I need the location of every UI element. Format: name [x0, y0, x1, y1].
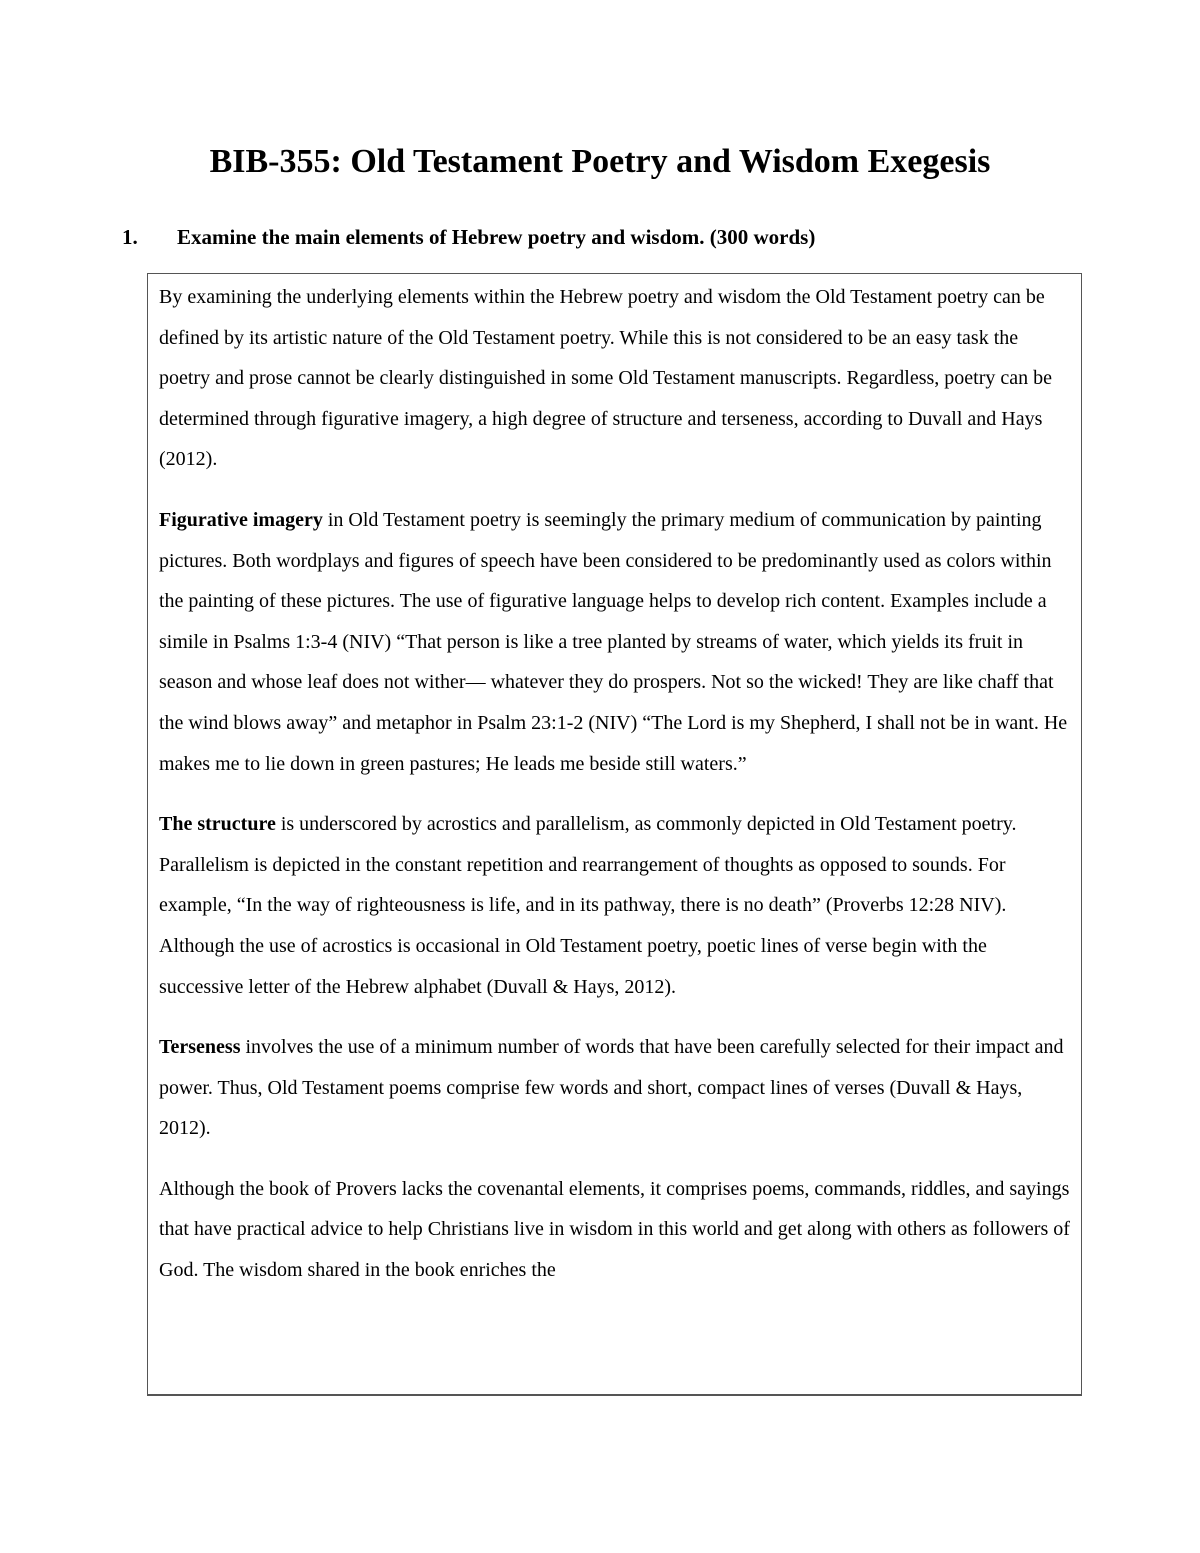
- question-number: 1.: [122, 225, 138, 249]
- paragraph-lead-figurative-imagery: Figurative imagery: [159, 508, 323, 531]
- paragraph-body-figurative-imagery: in Old Testament poetry is seemingly the primary medium of communication by painting pictures. Both wordplays and figures of speech have been considered to be predominantly used as colors within the painting of these pictures. The use of figurative language helps to develop rich content. Examples include a simile in Psalms 1:3-4 (NIV) “That person is like a tree planted by streams of water, which yields its fruit in season and whose leaf does not wither— whatever they do prospers. Not so the wicked! They are like chaff that the wind blows away” and metaphor in Psalm 23:1-2 (NIV) “The Lord is my Shepherd, I shall not be in want. He makes me to lie down in green pastures; He leads me beside still waters.”: [159, 508, 1068, 775]
- answer-paragraph-proverbs: Although the book of Provers lacks the covenantal elements, it comprises poems, commands, riddles, and sayings that have practical advice to help Christians live in wisdom in this world and get along with others as followers of God. The wisdom shared in the book enriches the: [159, 1177, 1070, 1282]
- paragraph-lead-structure: The structure: [159, 813, 276, 836]
- answer-paragraph-terseness: [159, 1027, 1073, 1149]
- answer-paragraph-structure: [159, 804, 1073, 1007]
- question-1: [122, 223, 815, 251]
- paragraph-body-structure: is underscored by acrostics and parallelism, as commonly depicted in Old Testament poetry. Parallelism is depicted in the constant repetition and rearrangement of thoughts as opposed to sounds. For example, “In the way of righteousness is life, and in its pathway, there is no death” (Proverbs 12:28 NIV). Although the use of acrostics is occasional in Old Testament poetry, poetic lines of verse begin with the successive letter of the Hebrew alphabet (Duvall & Hays, 2012).: [159, 813, 1017, 998]
- answer-paragraph-intro: By examining the underlying elements within the Hebrew poetry and wisdom the Old Testament poetry can be defined by its artistic nature of the Old Testament poetry. While this is not considered to be an easy task the poetry and prose cannot be clearly distinguished in some Old Testament manuscripts. Regardless, poetry can be determined through figurative imagery, a high degree of structure and terseness, according to Duvall and Hays (2012).: [159, 286, 1052, 471]
- question-text: Examine the main elements of Hebrew poetry and wisdom. (300 words): [177, 225, 816, 249]
- paragraph-lead-terseness: Terseness: [159, 1036, 241, 1059]
- document-title: BIB-355: Old Testament Poetry and Wisdom Exegesis: [209, 143, 991, 180]
- paragraph-body-terseness: involves the use of a minimum number of words that have been carefully selected for their impact and power. Thus, Old Testament poems comprise few words and short, compact lines of verses (Duvall & Hays, 2012).: [159, 1036, 1064, 1140]
- answer-paragraph-figurative-imagery: [159, 500, 1073, 784]
- answer-box: [147, 273, 1082, 1396]
